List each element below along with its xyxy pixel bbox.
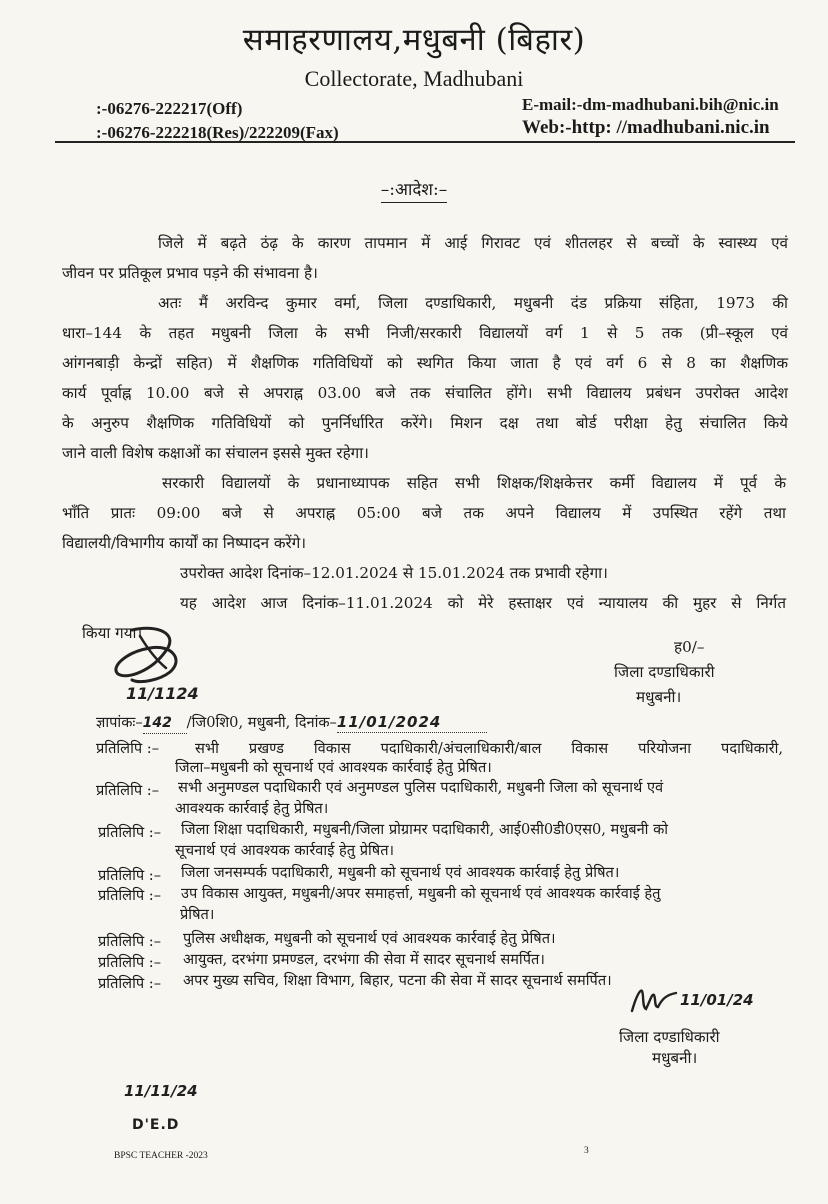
- copy-6-line-1: पुलिस अधीक्षक, मधुबनी को सूचनार्थ एवं आवश्यक कार्रवाई हेतु प्रेषित।: [183, 930, 556, 947]
- phone-res-fax: :-06276-222218(Res)/222209(Fax): [96, 123, 339, 142]
- copy-2-line-1: सभी अनुमण्डल पदाधिकारी एवं अनुमण्डल पुलिस पदाधिकारी, मधुबनी जिला को सूचनार्थ एवं: [178, 779, 664, 796]
- copy-5-line-1: उप विकास आयुक्त, मधुबनी/अपर समाहर्त्ता, मधुबनी को सूचनार्थ एवं आवश्यक कार्रवाई हेतु: [181, 885, 661, 902]
- letterhead-title-hindi: समाहरणालय,मधुबनी (बिहार): [242, 22, 586, 58]
- order-line-14: किया गया।: [82, 624, 143, 642]
- copy-5-line-2: प्रेषित।: [180, 906, 215, 923]
- order-line-12: उपरोक्त आदेश दिनांक–12.01.2024 से 15.01.2024 तक प्रभावी रहेगा।: [180, 564, 608, 582]
- order-line-13: यह आदेश आज दिनांक–11.01.2024 को मेरे हस्ताक्षर एवं न्यायालय की मुहर से निर्गत: [180, 594, 786, 612]
- handwritten-number: 11/1124: [126, 684, 199, 703]
- copy-1-line-2: जिला–मधुबनी को सूचनार्थ एवं आवश्यक कार्रवाई हेतु प्रेषित।: [175, 759, 492, 776]
- signatory-place-2: मधुबनी।: [652, 1049, 698, 1067]
- copy-6-label: प्रतिलिपि :–: [98, 933, 161, 950]
- memo-label: ज्ञापांकः–: [96, 714, 143, 731]
- copy-4-line-1: जिला जनसम्पर्क पदाधिकारी, मधुबनी को सूचनार्थ एवं आवश्यक कार्रवाई हेतु प्रेषित।: [181, 864, 620, 881]
- copy-5-label: प्रतिलिपि :–: [98, 887, 161, 904]
- order-line-7: के अनुरुप शैक्षणिक गतिविधियों को पुनर्निर्धारित करेंगे। मिशन दक्ष तथा बोर्ड परीक्षा हेतु संचालित किये: [62, 414, 788, 432]
- signatory-designation-1: जिला दण्डाधिकारी: [614, 663, 715, 681]
- copy-2-label: प्रतिलिपि :–: [96, 782, 159, 799]
- source-tag: BPSC TEACHER -2023: [114, 1151, 208, 1161]
- signature-scribble-1: [110, 622, 190, 692]
- email-address: E-mail:-dm-madhubani.bih@nic.in: [522, 95, 779, 114]
- copy-3-line-1: जिला शिक्षा पदाधिकारी, मधुबनी/जिला प्रोग्रामर पदाधिकारी, आई0सी0डी0एस0, मधुबनी को: [181, 821, 669, 838]
- order-line-8: जाने वाली विशेष कक्षाओं का संचालन इससे मुक्त रहेगा।: [62, 444, 369, 462]
- phone-office: :-06276-222217(Off): [96, 99, 243, 118]
- order-line-1: जिले में बढ़ते ठंढ़ के कारण तापमान में आई गिरावट एवं शीतलहर से बच्चों के स्वास्थ्य एवं: [158, 234, 788, 252]
- footer-handwritten-date: 11/11/24: [124, 1082, 198, 1100]
- signature-date-2: 11/01/24: [680, 991, 754, 1009]
- order-line-9: सरकारी विद्यालयों के प्रधानाध्यापक सहित सभी शिक्षक/शिक्षकेत्तर कर्मी विद्यालय में पूर्व के: [162, 474, 786, 492]
- copy-8-label: प्रतिलिपि :–: [98, 975, 161, 992]
- copy-3-label: प्रतिलिपि :–: [98, 824, 161, 841]
- footer-handwritten-initials: D'E.D: [132, 1117, 180, 1133]
- signatory-designation-2: जिला दण्डाधिकारी: [619, 1028, 720, 1046]
- order-title: –:आदेश:–: [0, 177, 828, 200]
- copy-2-line-2: आवश्यक कार्रवाई हेतु प्रेषित।: [175, 800, 329, 817]
- order-line-4: धारा–144 के तहत मधुबनी जिला के सभी निजी/सरकारी विद्यालयों वर्ग 1 से 5 तक (प्री–स्कूल एवं: [62, 324, 788, 342]
- order-line-11: विद्यालयी/विभागीय कार्यों का निष्पादन करेंगे।: [62, 534, 307, 552]
- signature-scribble-2: [628, 985, 680, 1019]
- order-line-10: भाँति प्रातः 09:00 बजे से अपराह्न 05:00 बजे तक अपने विद्यालय में उपस्थित रहेंगे तथा: [62, 504, 786, 522]
- copy-3-line-2: सूचनार्थ एवं आवश्यक कार्रवाई हेतु प्रेषित।: [175, 842, 395, 859]
- header-divider: [55, 141, 795, 143]
- sd-mark: ह0/–: [674, 638, 705, 656]
- copy-1-label: प्रतिलिपि :–: [96, 740, 159, 757]
- memo-date: 11/01/2024: [337, 713, 487, 733]
- order-line-6: कार्य पूर्वाह्न 10.00 बजे से अपराह्न 03.00 बजे तक संचालित होंगे। सभी विद्यालय प्रबंधन उपरोक्त आदेश: [62, 384, 788, 402]
- order-line-5: आंगनबाड़ी केन्द्रों सहित) में शैक्षणिक गतिविधियों को स्थगित किया जाता है एवं वर्ग 6 से 8 का शैक्षणिक: [62, 354, 788, 372]
- memo-number: 142: [143, 713, 187, 734]
- copy-8-line-1: अपर मुख्य सचिव, शिक्षा विभाग, बिहार, पटना की सेवा में सादर सूचनार्थ समर्पित।: [183, 972, 612, 989]
- order-line-2: जीवन पर प्रतिकूल प्रभाव पड़ने की संभावना है।: [62, 264, 318, 282]
- copy-1-line-1: सभी प्रखण्ड विकास पदाधिकारी/अंचलाधिकारी/बाल विकास परियोजना पदाधिकारी,: [195, 740, 783, 757]
- signatory-place-1: मधुबनी।: [636, 688, 682, 706]
- website-address: Web:-http: //madhubani.nic.in: [522, 117, 770, 138]
- copy-7-line-1: आयुक्त, दरभंगा प्रमण्डल, दरभंगा की सेवा में सादर सूचनार्थ समर्पित।: [183, 951, 545, 968]
- memo-dept: /जि0शि0, मधुबनी, दिनांक–: [186, 714, 337, 731]
- order-line-3: अतः मैं अरविन्द कुमार वर्मा, जिला दण्डाधिकारी, मधुबनी दंड प्रक्रिया संहिता, 1973 की: [158, 294, 788, 312]
- page-number: 3: [584, 1146, 589, 1156]
- copy-7-label: प्रतिलिपि :–: [98, 954, 161, 971]
- letterhead-title-english: Collectorate, Madhubani: [304, 66, 524, 91]
- memo-line: [96, 713, 487, 734]
- copy-4-label: प्रतिलिपि :–: [98, 867, 161, 884]
